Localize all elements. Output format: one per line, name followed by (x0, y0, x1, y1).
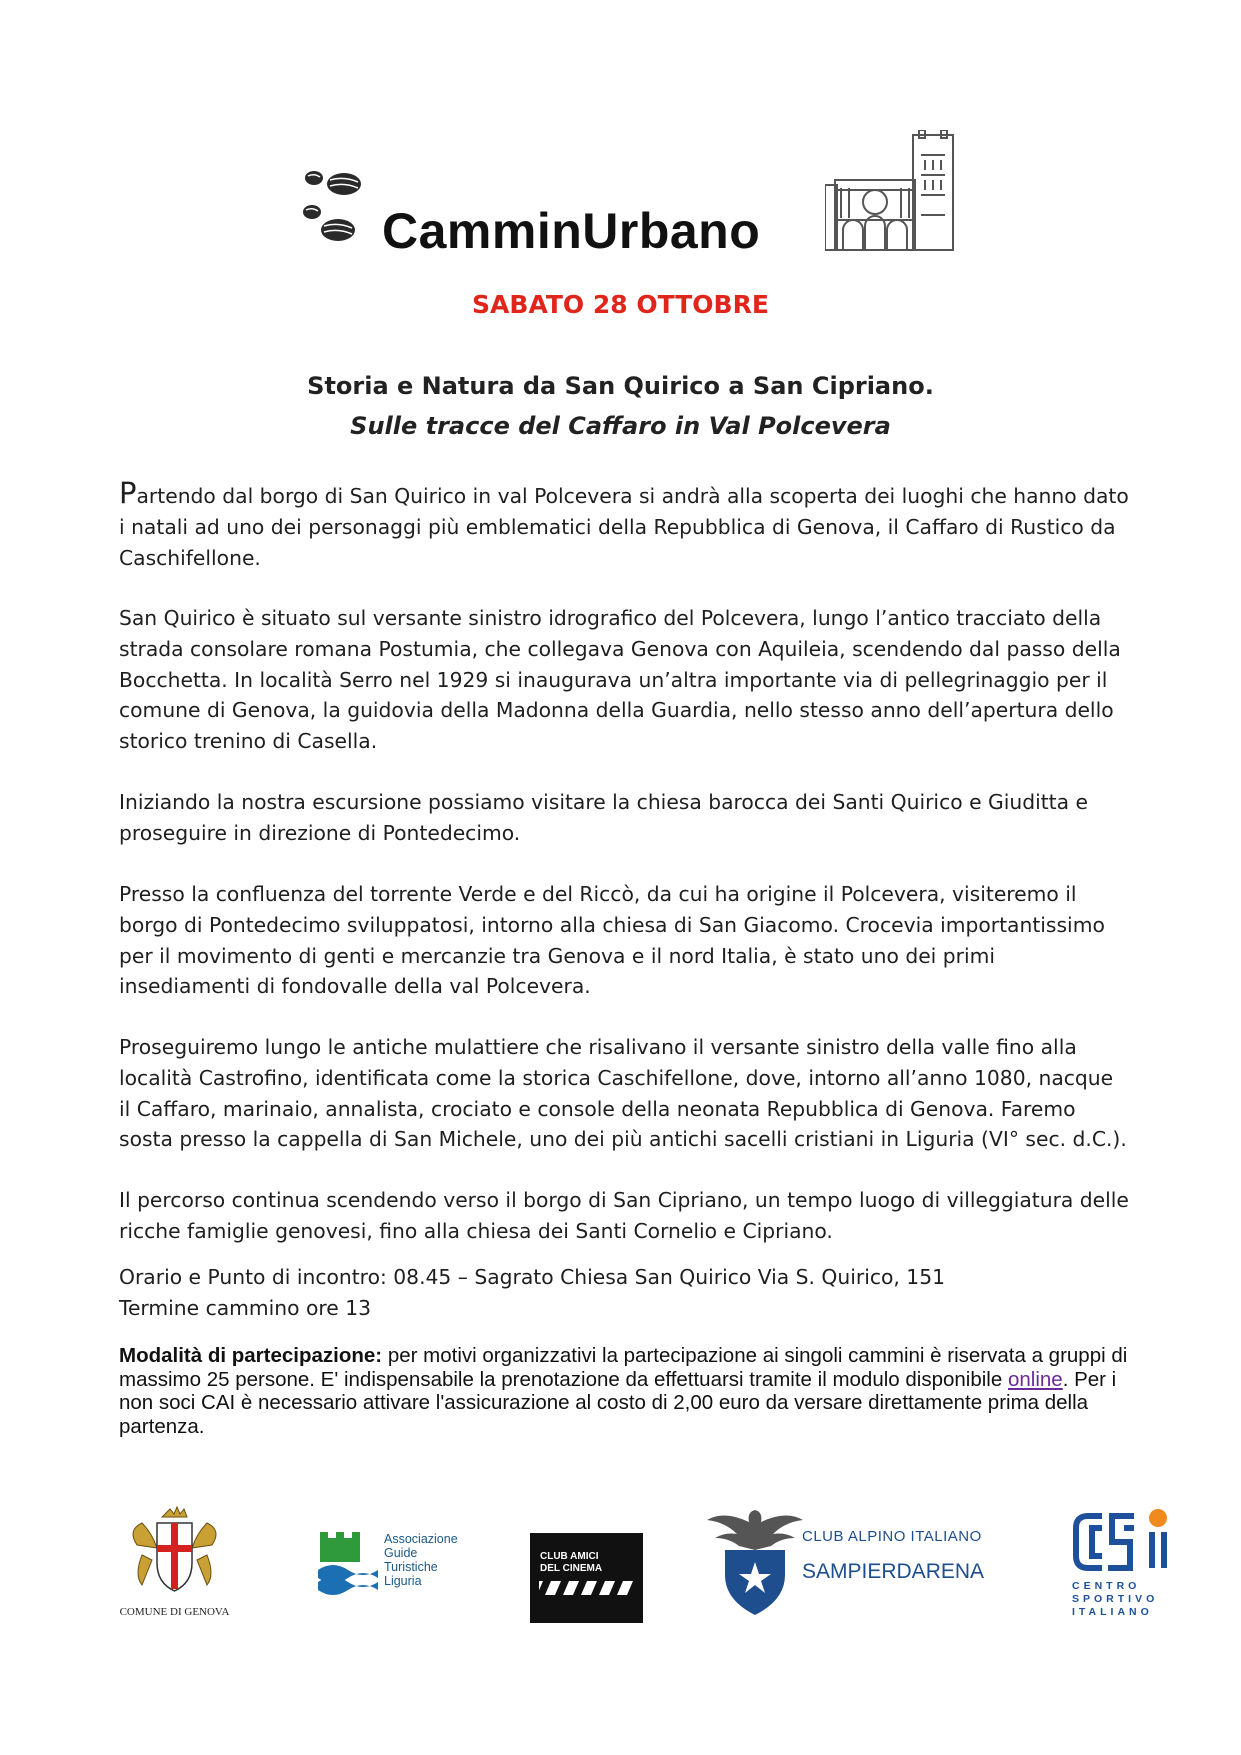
participation-text-end: . Per i non soci CAI è necessario attivare l'assicurazione al costo di 2,00 euro da versare direttamente prima della partenza. (119, 1367, 1117, 1438)
agtl-text-3: Turistiche (384, 1560, 438, 1574)
comune-genova-logo (117, 1505, 232, 1620)
paragraph-san-cipriano: Il percorso continua scendendo verso il borgo di San Cipriano, un tempo luogo di villeggiatura delle ricche famiglie genovesi, fino alla chiesa dei Santi Cornelio e Cipriano. (119, 1188, 1129, 1243)
club-amici-cinema-logo (530, 1533, 643, 1623)
meeting-time-place: Orario e Punto di incontro: 08.45 – Sagrato Chiesa San Quirico Via S. Quirico, 151 (119, 1265, 946, 1289)
csi-text-1: CENTRO (1072, 1580, 1141, 1592)
cinema-text-1: CLUB AMICI (540, 1551, 599, 1562)
cai-eagle-icon (705, 1502, 805, 1617)
event-title: Storia e Natura da San Quirico a San Cipriano. (307, 372, 934, 400)
agtl-text-4: Liguria (384, 1574, 422, 1588)
csi-mark-icon (1072, 1508, 1172, 1576)
dropcap: P (119, 476, 137, 510)
cai-text-2: SAMPIERDARENA (802, 1560, 985, 1583)
paragraph-castrofino: Proseguiremo lungo le antiche mulattiere che risalivano il versante sinistro della valle fino alla località Castrofino, identificata come la storica Caschifellone, dove, intorno all’anno 1080, nacque il Caffaro, marinaio, annalista, crociato e console della neonata Repubblica di Genova. Faremo sosta presso la cappella di San Michele, uno dei più antichi sacelli cristiani in Liguria (VI° sec. d.C.). (119, 1035, 1127, 1152)
footprints-icon (300, 158, 380, 253)
csi-text-2: SPORTIVO (1072, 1593, 1159, 1605)
online-link[interactable]: online (1007, 1367, 1063, 1391)
clapperboard-icon (539, 1581, 634, 1595)
paragraph-escursione: Iniziando la nostra escursione possiamo visitare la chiesa barocca dei Santi Quirico e Giuditta e proseguire in direzione di Pontedecimo. (119, 790, 1088, 845)
end-time: Termine cammino ore 13 (119, 1295, 372, 1320)
cai-sampierdarena-logo (705, 1502, 985, 1617)
event-subtitle: Sulle tracce del Caffaro in Val Polcevera (350, 412, 891, 440)
meeting-info (119, 1262, 1129, 1324)
participation-label: Modalità di partecipazione: (119, 1344, 383, 1367)
paragraph-intro (119, 478, 1129, 573)
event-date: SABATO 28 OTTOBRE (472, 290, 769, 319)
agtl-logo (318, 1522, 468, 1597)
paragraph-intro-text: artendo dal borgo di San Quirico in val Polcevera si andrà alla scoperta dei luoghi che hanno dato i natali ad uno dei personaggi più emblematici della Repubblica di Genova, il Caffaro di Rustico da Caschifellone. (119, 484, 1129, 570)
genova-crest-icon (117, 1505, 232, 1600)
agtl-text-2: Guide (384, 1546, 418, 1560)
agtl-tower-icon (318, 1522, 378, 1597)
csi-logo (1072, 1508, 1172, 1618)
participation-info (119, 1344, 1129, 1438)
cinema-text-2: DEL CINEMA (540, 1563, 603, 1574)
cai-text-1: CLUB ALPINO ITALIANO (802, 1528, 982, 1545)
participation-text: per motivi organizzativi la partecipazione ai singoli cammini è riservata a gruppi di massimo 25 persone. E' indispensabile la prenotazione da effettuarsi tramite il modulo disponibile (119, 1344, 1128, 1391)
header-logo (300, 130, 980, 260)
genova-label: COMUNE DI GENOVA (119, 1606, 230, 1618)
paragraph-pontedecimo: Presso la confluenza del torrente Verde e del Riccò, da cui ha origine il Polcevera, visiteremo il borgo di Pontedecimo sviluppatosi, intorno alla chiesa di San Giacomo. Crocevia importantissimo per il movimento di genti e mercanzie tra Genova e il nord Italia, è stato uno dei primi insediamenti di fondovalle della val Polcevera. (119, 882, 1105, 999)
agtl-text-1: Associazione (384, 1532, 458, 1546)
paragraph-san-quirico: San Quirico è situato sul versante sinistro idrografico del Polcevera, lungo l’antico tracciato della strada consolare romana Postumia, che collegava Genova con Aquileia, scendendo dal passo della Bocchetta. In località Serro nel 1929 si inaugurava un’altra importante via di pellegrinaggio per il comune di Genova, la guidovia della Madonna della Guardia, nello stesso anno dell’apertura dello storico trenino di Casella. (119, 606, 1121, 754)
cathedral-icon (825, 130, 965, 255)
csi-text-3: ITALIANO (1072, 1606, 1153, 1618)
brand-name: CamminUrbano (382, 203, 761, 259)
